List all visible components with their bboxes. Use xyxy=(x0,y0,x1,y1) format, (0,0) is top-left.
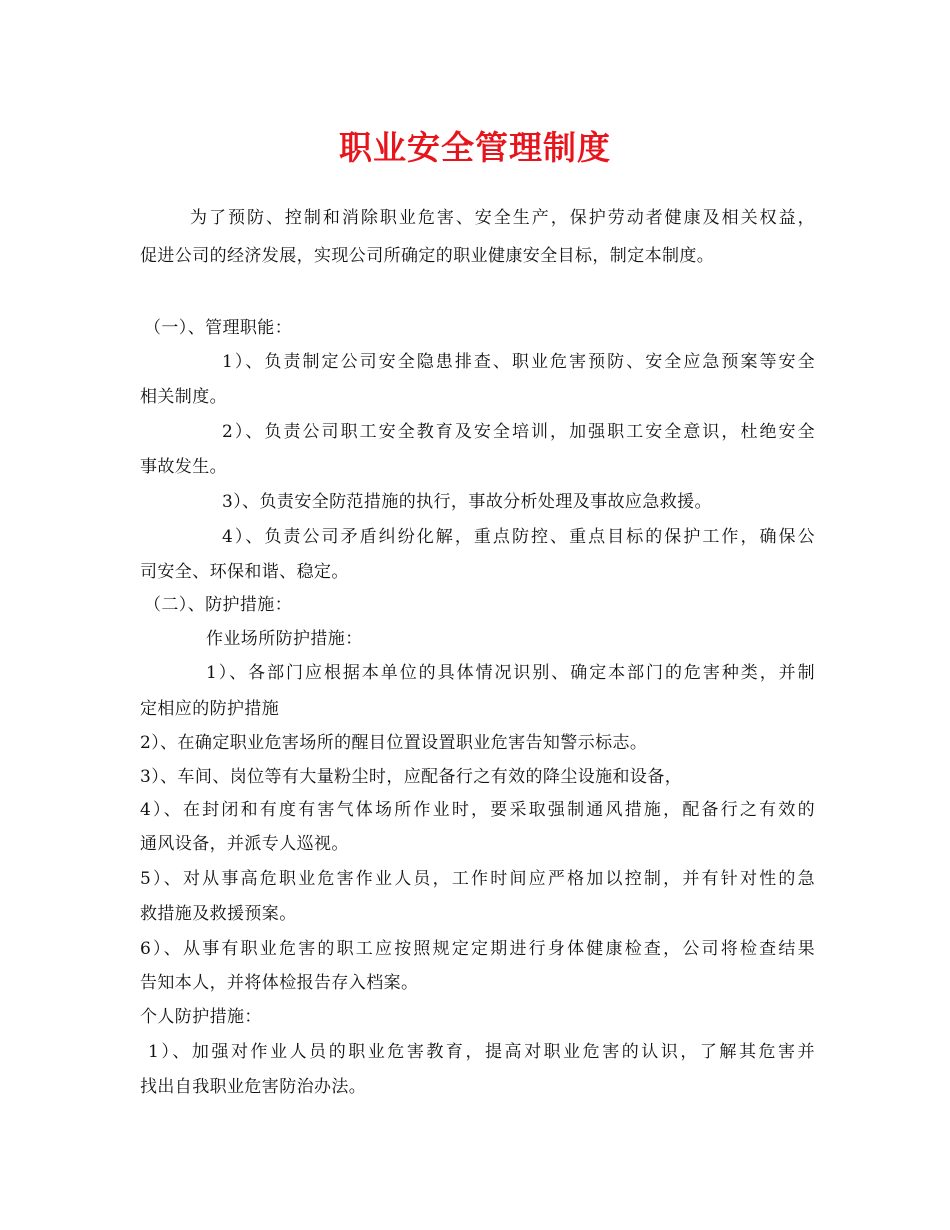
workplace-item-6-cont: 告知本人，并将体检报告存入档案。 xyxy=(140,973,419,993)
management-item-2-cont: 事故发生。 xyxy=(140,457,227,477)
workplace-item-2: 2）、在确定职业危害场所的醒目位置设置职业危害告知警示标志。 xyxy=(140,733,648,753)
workplace-item-5: 5）、对从事高危职业危害作业人员，工作时间应严格加以控制，并有针对性的急 xyxy=(140,869,815,889)
management-item-1-cont: 相关制度。 xyxy=(140,387,227,407)
management-item-4: 4）、负责公司矛盾纠纷化解，重点防控、重点目标的保护工作，确保公 xyxy=(222,527,815,547)
workplace-item-4-cont: 通风设备，并派专人巡视。 xyxy=(140,834,349,854)
section-heading-management: （一）、管理职能： xyxy=(144,318,293,338)
management-item-4-cont: 司安全、环保和谐、稳定。 xyxy=(140,562,349,582)
intro-line-1: 为了预防、控制和消除职业危害、安全生产，保护劳动者健康及相关权益， xyxy=(190,208,815,228)
workplace-heading: 作业场所防护措施： xyxy=(206,629,363,649)
workplace-item-5-cont: 救措施及救援预案。 xyxy=(140,904,297,924)
document-title: 职业安全管理制度 xyxy=(339,128,611,167)
management-item-3: 3）、负责安全防范措施的执行，事故分析处理及事故应急救援。 xyxy=(222,492,712,512)
section-heading-protection: （二）、防护措施： xyxy=(144,595,293,615)
workplace-item-1: 1）、各部门应根据本单位的具体情况识别、确定本部门的危害种类，并制 xyxy=(206,663,815,683)
management-item-1: 1）、负责制定公司安全隐患排查、职业危害预防、安全应急预案等安全 xyxy=(222,352,815,372)
management-item-2: 2）、负责公司职工安全教育及安全培训，加强职工安全意识，杜绝安全 xyxy=(222,422,815,442)
personal-item-1: 1）、加强对作业人员的职业危害教育，提高对职业危害的认识，了解其危害并 xyxy=(148,1042,815,1062)
personal-item-1-cont: 找出自我职业危害防治办法。 xyxy=(140,1077,367,1097)
workplace-item-1-cont: 定相应的防护措施 xyxy=(140,699,280,719)
intro-line-2: 促进公司的经济发展，实现公司所确定的职业健康安全目标，制定本制度。 xyxy=(140,246,715,266)
workplace-item-3: 3）、车间、岗位等有大量粉尘时，应配备行之有效的降尘设施和设备， xyxy=(140,767,683,787)
personal-heading: 个人防护措施： xyxy=(140,1007,262,1027)
workplace-item-4: 4）、在封闭和有度有害气体场所作业时，要采取强制通风措施，配备行之有效的 xyxy=(140,800,815,820)
workplace-item-6: 6）、从事有职业危害的职工应按照规定定期进行身体健康检查，公司将检查结果 xyxy=(140,939,815,959)
